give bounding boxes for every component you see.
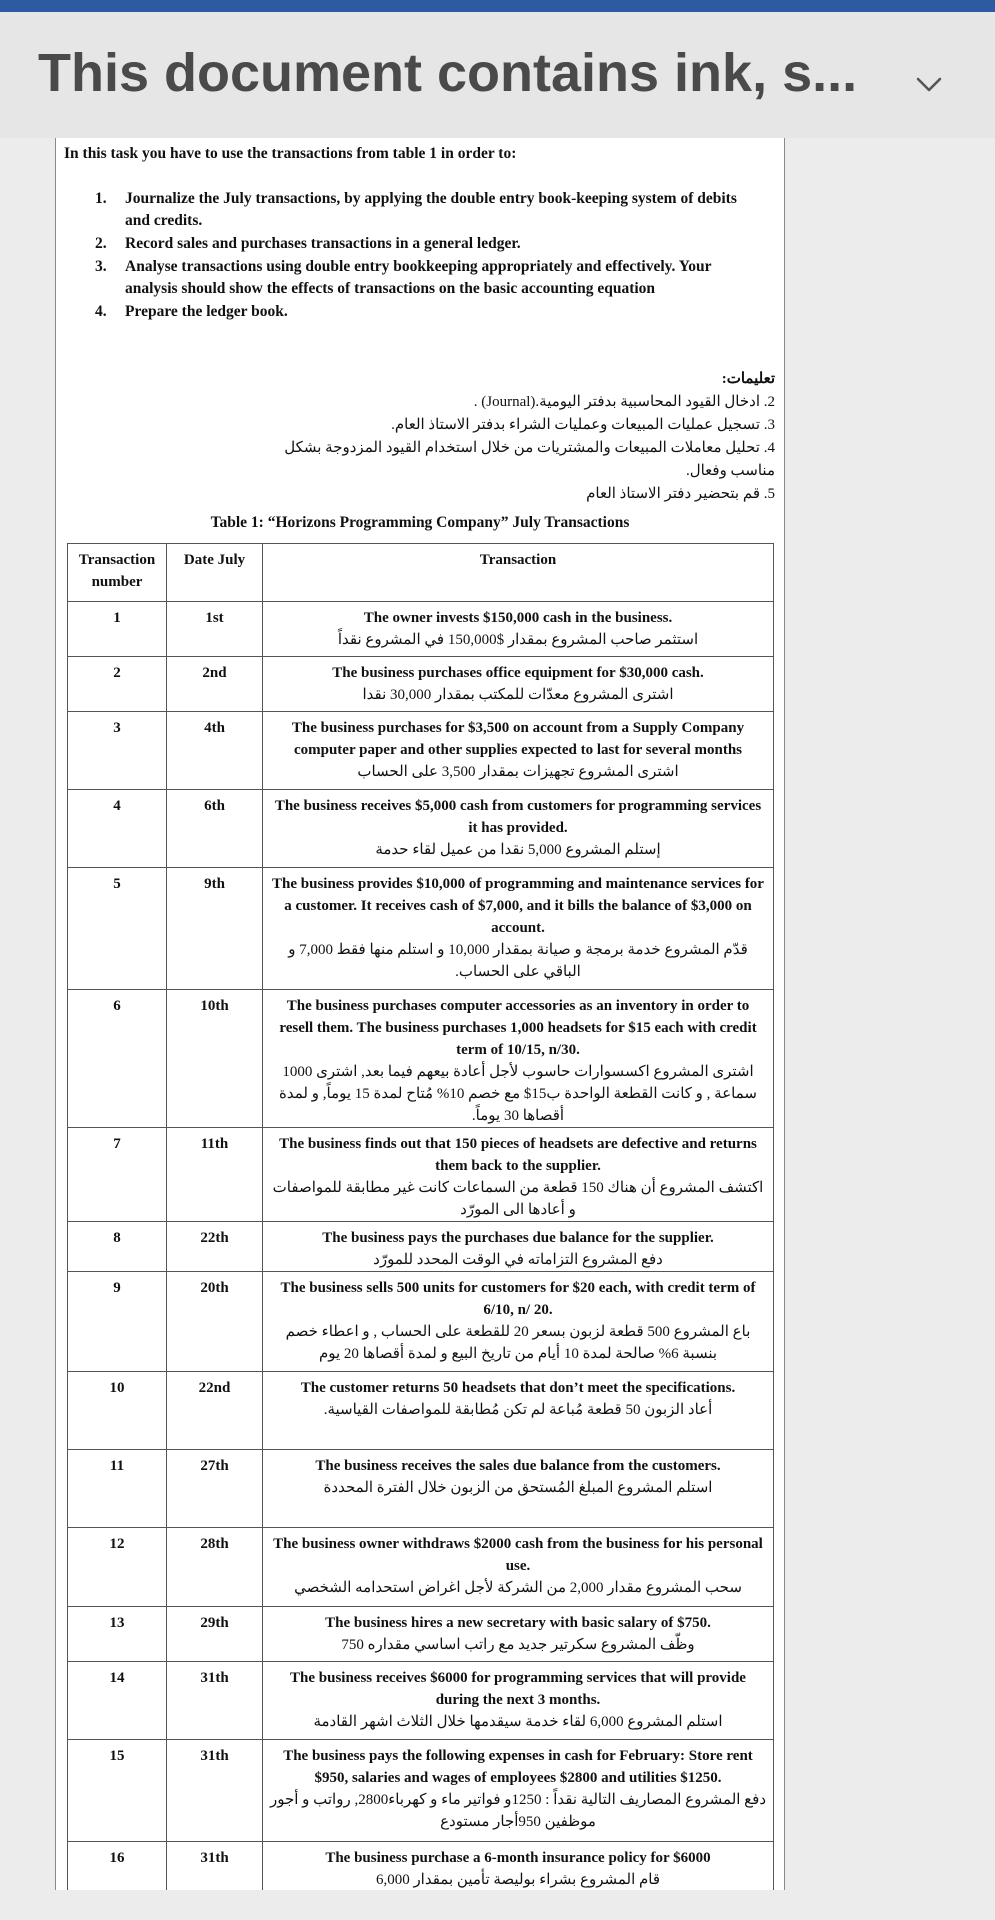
transaction-english-text: The business finds out that 150 pieces of headsets are defective and returns them back to the supplier. [279, 1136, 757, 1174]
transactions-table [67, 543, 774, 1898]
table-cell: 12 [68, 1528, 167, 1607]
arabic-instruction: 2. ادخال القيود المحاسبية بدفتر اليومية.(Journal) . [473, 394, 775, 410]
table-cell: 3 [68, 712, 167, 790]
transaction-english-text: The business pays the following expenses in cash for February: Store rent $950, salaries and wages of employees $2800 and utilities $1250. [283, 1748, 753, 1786]
table-cell [263, 712, 774, 790]
table-cell: 22th [167, 1222, 263, 1272]
transaction-arabic-text: اشترى المشروع اكسسوارات حاسوب لأجل أعادة بيعهم فيما بعد, اشترى 1000 سماعة , و كانت القطعة الواحدة ب15$ مع خصم 10% مُتاح لمدة 15 يوماً, و لمدة أقصاها 30 يوماً. [279, 1064, 757, 1124]
header-date: Date July [167, 544, 263, 602]
transaction-arabic-text: اكتشف المشروع أن هناك 150 قطعة من السماعات كانت غير مطابقة للمواصفات و أعادها الى المورّد [272, 1180, 764, 1218]
table-row [68, 657, 774, 712]
table-cell: 28th [167, 1528, 263, 1607]
top-accent-bar [0, 0, 995, 12]
transaction-arabic-text: اشترى المشروع معدّات للمكتب بمقدار 30,000 نقدا [362, 687, 674, 703]
table-cell: 9th [167, 868, 263, 990]
table-cell [263, 990, 774, 1128]
table-cell: 10th [167, 990, 263, 1128]
task-item: 4. Prepare the ledger book. [95, 301, 755, 323]
transaction-english-text: The business receives the sales due balance from the customers. [315, 1458, 721, 1474]
chevron-down-icon[interactable] [912, 67, 946, 101]
table-cell: 31th [167, 1740, 263, 1842]
task-number: 3. [95, 258, 107, 275]
table-cell: 2 [68, 657, 167, 712]
table-cell: 31th [167, 1842, 263, 1898]
transaction-arabic-text: استلم المشروع 6,000 لقاء خدمة سيقدمها خلال الثلاث اشهر القادمة [313, 1714, 723, 1730]
header-transaction: Transaction [263, 544, 774, 602]
task-number: 4. [95, 303, 107, 320]
transaction-english-text: The business purchases for $3,500 on account from a Supply Company computer paper and other supplies expected to last for several months [291, 720, 745, 758]
task-number: 2. [95, 235, 107, 252]
table-row [68, 1740, 774, 1842]
table-cell: 1 [68, 602, 167, 657]
transaction-english-text: The business hires a new secretary with basic salary of $750. [325, 1615, 711, 1631]
table-row [68, 1662, 774, 1740]
table-cell [263, 868, 774, 990]
transaction-arabic-text: قدّم المشروع خدمة برمجة و صيانة بمقدار 10,000 و استلم منها فقط 7,000 و الباقي على الحساب. [288, 942, 748, 980]
header-transaction-number: Transaction number [68, 544, 167, 602]
table-cell: 22nd [167, 1372, 263, 1450]
transaction-arabic-text: باع المشروع 500 قطعة لزبون بسعر 20 للقطعة على الحساب , و اعطاء خصم بنسبة 6% صالحة لمدة 10 أيام من تاريخ البيع و لمدة أقصاها 20 يوم [285, 1324, 751, 1362]
task-item: 3. Analyse transactions using double entry bookkeeping appropriately and effectively. Your analysis should show the effects of transactions on the basic accounting equation [95, 258, 712, 297]
transaction-english-text: The customer returns 50 headsets that don’t meet the specifications. [300, 1380, 736, 1396]
table-cell [263, 602, 774, 657]
table-cell: 13 [68, 1607, 167, 1662]
table-cell [263, 790, 774, 868]
table-row [68, 790, 774, 868]
table-cell [263, 657, 774, 712]
table-row [68, 1528, 774, 1607]
table-header-row [68, 544, 774, 602]
arabic-instructions [240, 368, 775, 506]
table-cell [263, 1128, 774, 1222]
table-cell: 5 [68, 868, 167, 990]
table-row [68, 602, 774, 657]
table-cell [263, 1607, 774, 1662]
arabic-instruction: 5. قم بتحضير دفتر الاستاذ العام [586, 486, 775, 502]
table-row [68, 1128, 774, 1222]
table-cell [263, 1662, 774, 1740]
table-cell: 31th [167, 1662, 263, 1740]
task-list [95, 188, 755, 324]
task-item: 2. Record sales and purchases transactions in a general ledger. [95, 233, 755, 255]
table-cell: 1st [167, 602, 263, 657]
table-row [68, 1372, 774, 1450]
table-row [68, 1222, 774, 1272]
transaction-arabic-text: قام المشروع بشراء بوليصة تأمين بمقدار 6,000 [375, 1872, 661, 1888]
intro-text: In this task you have to use the transactions from table 1 in order to: [64, 145, 517, 162]
transaction-arabic-text: إستلم المشروع 5,000 نقدا من عميل لقاء حدمة [375, 842, 661, 858]
arabic-instruction: 4. تحليل معاملات المبيعات والمشتريات من خلال استخدام القيود المزدوجة بشكل مناسب وفعال. [284, 440, 775, 479]
transaction-english-text: The business provides $10,000 of programming and maintenance services for a customer. It receives cash of $7,000, and it bills the balance of $3,000 on account. [272, 876, 764, 936]
table-row [68, 712, 774, 790]
table-cell: 7 [68, 1128, 167, 1222]
transaction-arabic-text: اشترى المشروع تجهيزات بمقدار 3,500 على الحساب [357, 764, 679, 780]
table-row [68, 990, 774, 1128]
transaction-english-text: The business owner withdraws $2000 cash from the business for his personal use. [273, 1536, 763, 1574]
table-cell [263, 1372, 774, 1450]
transaction-english-text: The business purchases computer accessories as an inventory in order to resell them. The business purchases 1,000 headsets for $15 each with credit term of 10/15, n/30. [279, 998, 757, 1058]
table-cell: 15 [68, 1740, 167, 1842]
table-cell: 11th [167, 1128, 263, 1222]
transaction-arabic-text: وظّف المشروع سكرتير جديد مع راتب اساسي مقداره 750 [341, 1637, 695, 1653]
table-cell [263, 1222, 774, 1272]
table-row [68, 1607, 774, 1662]
transaction-english-text: The business pays the purchases due balance for the supplier. [322, 1230, 714, 1246]
table-cell: 16 [68, 1842, 167, 1898]
table-cell: 6th [167, 790, 263, 868]
task-item: 1. Journalize the July transactions, by applying the double entry book-keeping system of debits and credits. [95, 190, 737, 229]
table-cell: 9 [68, 1272, 167, 1372]
table-cell [263, 1450, 774, 1528]
page-bottom-margin [0, 1890, 995, 1920]
table-row [68, 868, 774, 990]
transaction-arabic-text: استلم المشروع المبلغ المُستحق من الزبون خلال الفترة المحددة [323, 1480, 713, 1496]
transaction-english-text: The business sells 500 units for customers for $20 each, with credit term of 6/10, n/ 20. [280, 1280, 756, 1318]
table-caption: Table 1: “Horizons Programming Company” July Transactions [210, 514, 630, 531]
table-row [68, 1272, 774, 1372]
transaction-arabic-text: أعاد الزبون 50 قطعة مُباعة لم تكن مُطابقة للمواصفات القياسية. [323, 1402, 713, 1418]
arabic-instruction: 3. تسجيل عمليات المبيعات وعمليات الشراء بدفتر الاستاذ العام. [391, 417, 775, 433]
table-cell: 27th [167, 1450, 263, 1528]
task-number: 1. [95, 190, 107, 207]
transaction-english-text: The business receives $5,000 cash from customers for programming services it has provided. [274, 798, 762, 836]
table-cell [263, 1528, 774, 1607]
table-cell: 20th [167, 1272, 263, 1372]
table-cell [263, 1740, 774, 1842]
table-cell: 4th [167, 712, 263, 790]
transaction-english-text: The business purchase a 6-month insurance policy for $6000 [325, 1850, 711, 1866]
table-cell [263, 1272, 774, 1372]
document-header[interactable] [0, 12, 995, 138]
transaction-arabic-text: استثمر صاحب المشروع بمقدار $150,000 في المشروع نقداً [337, 632, 699, 648]
table-cell: 11 [68, 1450, 167, 1528]
transaction-arabic-text: دفع المشروع التزاماته في الوقت المحدد للمورّد [373, 1252, 663, 1268]
transaction-arabic-text: سحب المشروع مقدار 2,000 من الشركة لأجل اغراض استحدامه الشخصي [294, 1580, 742, 1596]
document-title: This document contains ink, s... [38, 43, 858, 103]
table-cell: 10 [68, 1372, 167, 1450]
table-cell: 2nd [167, 657, 263, 712]
transaction-english-text: The business receives $6000 for programming services that will provide during the next 3 months. [290, 1670, 746, 1708]
table-cell: 14 [68, 1662, 167, 1740]
transaction-english-text: The business purchases office equipment for $30,000 cash. [332, 665, 704, 681]
table-cell: 6 [68, 990, 167, 1128]
table-row [68, 1450, 774, 1528]
table-cell: 4 [68, 790, 167, 868]
arabic-heading: تعليمات: [721, 371, 775, 387]
table-cell: 29th [167, 1607, 263, 1662]
table-cell: 8 [68, 1222, 167, 1272]
transaction-english-text: The owner invests $150,000 cash in the business. [363, 610, 673, 626]
transaction-arabic-text: دفع المشروع المصاريف التالية نقداً : 1250و فواتير ماء و كهرباء2800, رواتب و أجور موظفين 950أجار مستودع [269, 1792, 767, 1830]
